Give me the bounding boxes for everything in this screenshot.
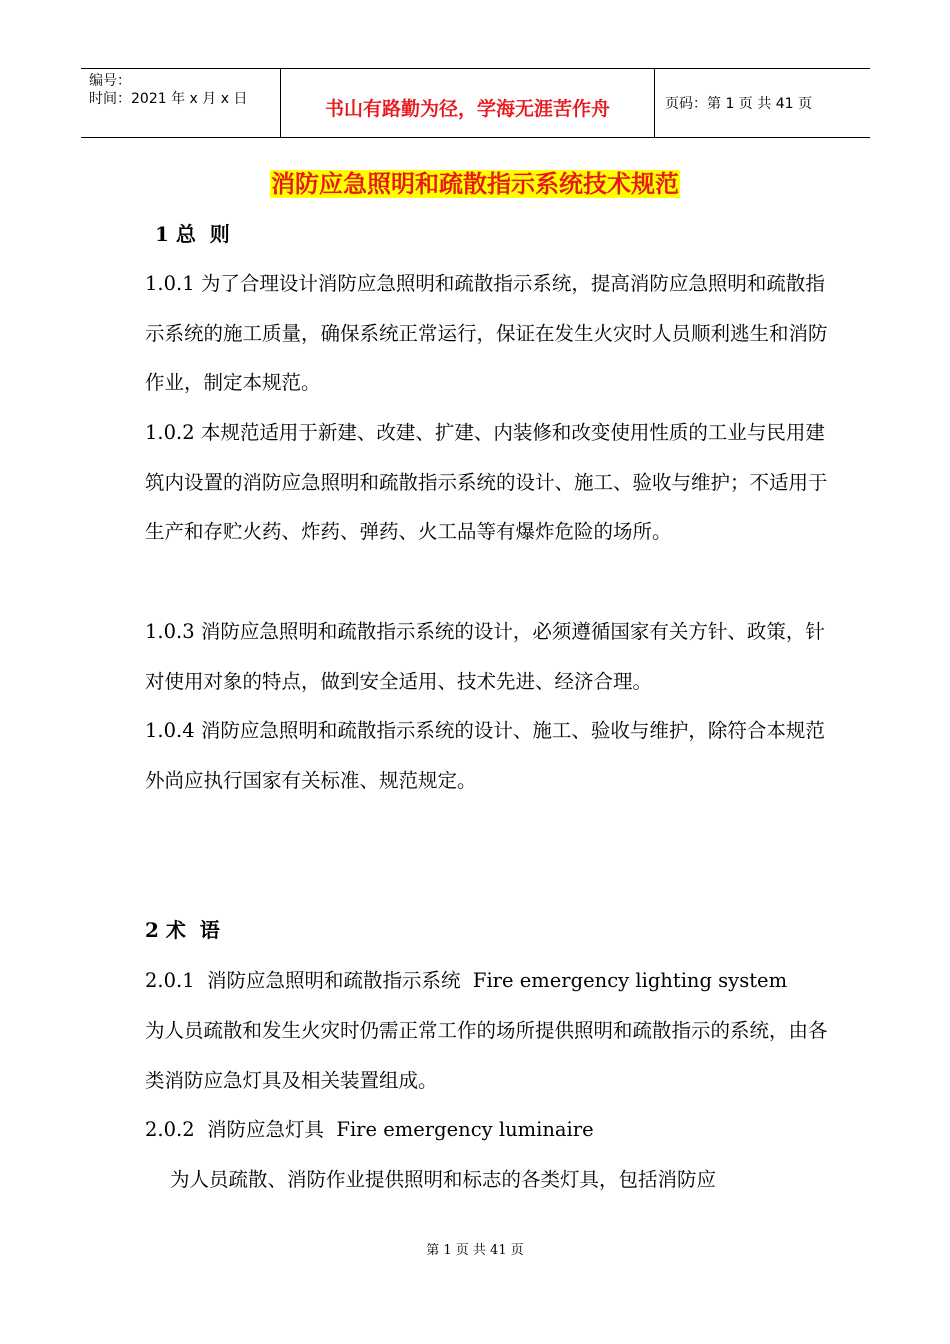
header-meta-cell: [81, 69, 281, 137]
document-date-label: 时间：2021 年 x 月 x 日: [89, 91, 248, 107]
term-2-0-2-definition: 为人员疏散、消防作业提供照明和标志的各类灯具，包括消防应: [170, 1168, 717, 1191]
section-1-heading: 1 总 则: [155, 222, 230, 246]
paragraph-1-0-3: 1.0.3 消防应急照明和疏散指示系统的设计，必须遵循国家有关方针、政策，针对使用对象的特点，做到安全适用、技术先进、经济合理。: [145, 620, 825, 693]
section-2-heading: 2 术 语: [145, 918, 220, 942]
document-number-label: 编号：: [89, 73, 131, 89]
term-2-0-1-definition: 为人员疏散和发生火灾时仍需正常工作的场所提供照明和疏散指示的系统，由各类消防应急灯具及相关装置组成。: [145, 1019, 828, 1092]
document-title: 消防应急照明和疏散指示系统技术规范: [271, 170, 679, 198]
term-2-0-2-title: 2.0.2 消防应急灯具 Fire emergency luminaire: [145, 1118, 594, 1141]
page-header: [81, 68, 870, 138]
page-footer: 第 1 页 共 41 页: [426, 1243, 524, 1258]
paragraph-1-0-2: 1.0.2 本规范适用于新建、改建、扩建、内装修和改变使用性质的工业与民用建筑内设置的消防应急照明和疏散指示系统的设计、施工、验收与维护；不适用于生产和存贮火药、炸药、弹药、火工品等有爆炸危险的场所。: [145, 421, 828, 543]
paragraph-1-0-1: 1.0.1 为了合理设计消防应急照明和疏散指示系统，提高消防应急照明和疏散指示系统的施工质量，确保系统正常运行，保证在发生火灾时人员顺利逃生和消防作业，制定本规范。: [145, 272, 828, 394]
paragraph-1-0-4: 1.0.4 消防应急照明和疏散指示系统的设计、施工、验收与维护，除符合本规范外尚应执行国家有关标准、规范规定。: [145, 719, 825, 792]
term-2-0-1-title: 2.0.1 消防应急照明和疏散指示系统 Fire emergency lighting system: [145, 969, 788, 992]
document-title-wrapper: [0, 166, 950, 202]
header-motto: 书山有路勤为径，学海无涯苦作舟: [281, 69, 655, 137]
header-page-info: 页码：第 1 页 共 41 页: [665, 96, 812, 112]
